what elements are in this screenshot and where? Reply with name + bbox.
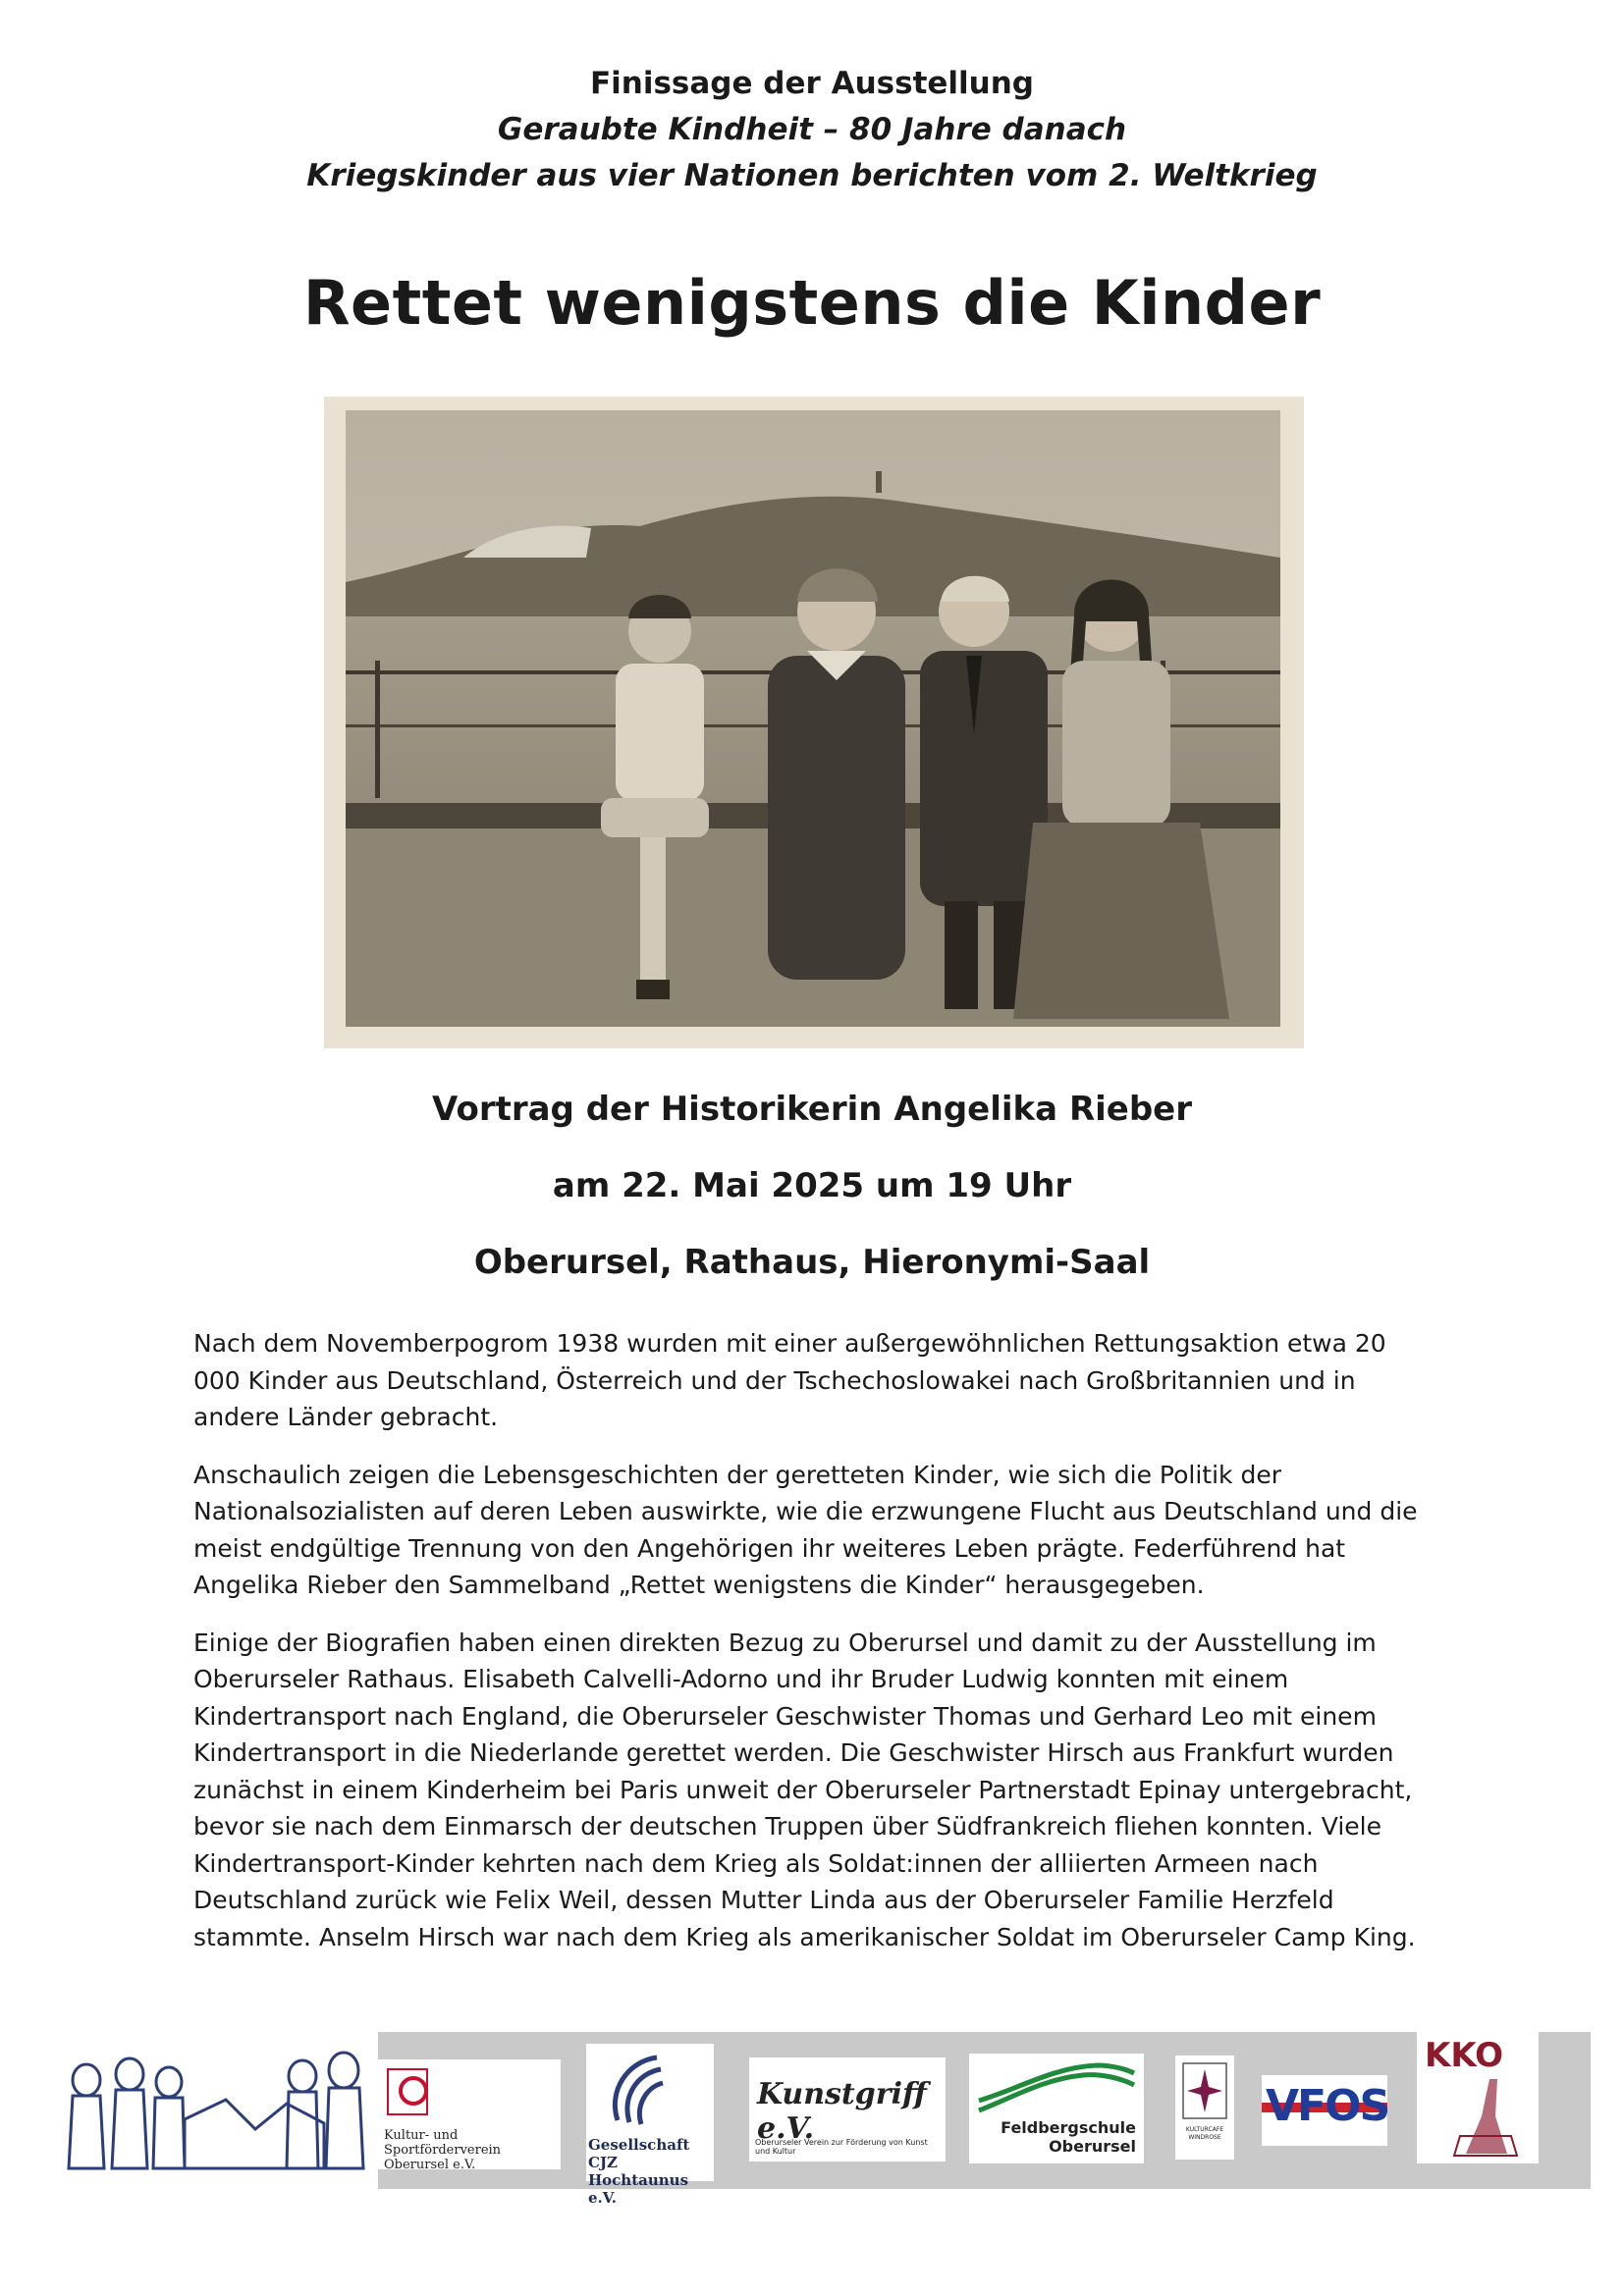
ksv-line1: Kultur- und bbox=[384, 2128, 459, 2143]
paragraph-life-stories: Anschaulich zeigen die Lebensgeschichten der geretteten Kinder, wie sich die Politik der Nationalsozialisten auf deren Leben auswirkte, wie die erzwungene Flucht aus Deutschland und die meist endgültige Trennung von den Angehörigen ihr weiteres Leben prägte. Federführend hat Angelika Rieber den Sammelband „Rettet wenigstens die Kinder“ herausgegeben. bbox=[193, 1460, 1418, 1599]
feldberg-line2: Oberursel bbox=[1049, 2137, 1136, 2156]
children-figures-logo bbox=[59, 2041, 371, 2178]
paragraph-oberursel: Einige der Biografien haben einen direkten Bezug zu Oberursel und damit zu der Ausstellung im Oberurseler Rathaus. Elisabeth Calvelli-Adorno und ihr Bruder Ludwig konnten mit einem Kindertransport nach England, die Oberurseler Geschwister Thomas und Gerhard Leo mit einem Kindertransport in die Niederlande gerettet werden. Die Geschwister Hirsch aus Frankfurt wurden zunächst in einem Kinderheim bei Paris unweit der Oberurseler Partnerstadt Epinay untergebracht, bevor sie nach dem Einmarsch der deutschen Truppen über Südfrankreich fliehen konnten. Viele Kindertransport-Kinder kehrten nach dem Krieg als Soldat:innen der alliierten Armeen nach Deutschland zurück wie Felix Weil, dessen Mutter Linda aus der Oberurseler Familie Herzfeld stammte. Anselm Hirsch war nach dem Krieg als amerikanischer Soldat im Oberurseler Camp King. bbox=[193, 1628, 1416, 1951]
ksv-line2: Sportförderverein Oberursel e.V. bbox=[384, 2143, 502, 2172]
compass-rose-icon bbox=[1181, 2061, 1228, 2120]
cjz-line2: Hochtaunus e.V. bbox=[588, 2171, 689, 2207]
mountains-icon bbox=[975, 2061, 1138, 2116]
cjz-logo bbox=[586, 2044, 714, 2207]
sponsor-logos bbox=[59, 2017, 1591, 2207]
date-line: am 22. Mai 2025 um 19 Uhr bbox=[552, 1166, 1072, 1205]
location-line: Oberursel, Rathaus, Hieronymi-Saal bbox=[473, 1243, 1151, 1282]
exhibition-label: Finissage der Ausstellung bbox=[589, 66, 1034, 101]
vfos-wordmark: VFOS bbox=[1266, 2081, 1389, 2131]
feldberg-line1: Feldbergschule bbox=[1001, 2118, 1136, 2137]
logo-band bbox=[378, 2032, 1591, 2207]
cjz-line1: Gesellschaft CJZ bbox=[588, 2136, 690, 2171]
kunstgriff-subtitle: Oberurseler Verein zur Förderung von Kunst und Kultur bbox=[755, 2138, 928, 2156]
kko-figure-icon bbox=[1446, 2077, 1525, 2160]
windrose-logo bbox=[1175, 2056, 1234, 2160]
ksv-emblem-icon bbox=[384, 2065, 433, 2120]
speaker-line: Vortrag der Historikerin Angelika Rieber bbox=[432, 1090, 1192, 1129]
kko-wordmark: KKO bbox=[1425, 2036, 1504, 2075]
feldbergschule-logo bbox=[969, 2054, 1144, 2163]
historic-photo bbox=[324, 397, 1304, 1048]
kko-logo bbox=[1417, 2032, 1539, 2163]
photo-image bbox=[346, 410, 1280, 1027]
body-text bbox=[193, 1325, 1440, 1976]
ksv-logo bbox=[378, 2059, 561, 2172]
page-title: Rettet wenigstens die Kinder bbox=[302, 267, 1322, 339]
exhibition-title: Geraubte Kindheit – 80 Jahre danach bbox=[497, 112, 1127, 147]
cjz-emblem-icon bbox=[608, 2052, 667, 2130]
windrose-line2: WINDROSE bbox=[1188, 2134, 1221, 2141]
exhibition-header bbox=[0, 61, 1624, 199]
kunstgriff-name: Kunstgriff e.V. bbox=[757, 2077, 927, 2146]
kunstgriff-logo bbox=[749, 2057, 946, 2162]
windrose-line1: KULTURCAFE bbox=[1185, 2126, 1224, 2133]
exhibition-subtitle: Kriegskinder aus vier Nationen berichten vom 2. Weltkrieg bbox=[306, 158, 1318, 193]
paragraph-intro: Nach dem Novemberpogrom 1938 wurden mit einer außergewöhnlichen Rettungsaktion etwa 20 000 Kinder aus Deutschland, Österreich und der Tschechoslowakei nach Großbritannien und in andere Länder gebracht. bbox=[193, 1329, 1386, 1431]
vfos-logo bbox=[1262, 2075, 1387, 2146]
